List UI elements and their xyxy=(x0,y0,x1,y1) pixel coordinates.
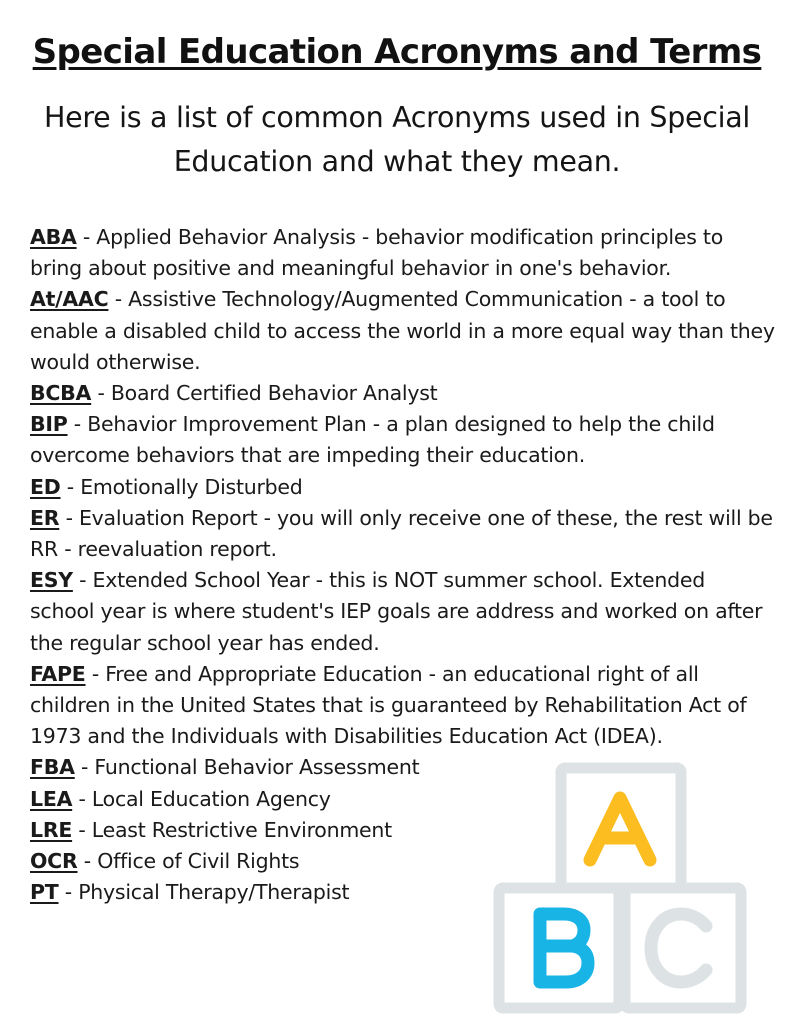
term-acronym: OCR xyxy=(30,849,78,874)
term-definition: - Board Certified Behavior Analyst xyxy=(91,381,438,406)
term-definition: - Least Restrictive Environment xyxy=(72,817,392,842)
abc-blocks-graphic xyxy=(492,762,748,1018)
term-acronym: FAPE xyxy=(30,661,86,686)
term-acronym: ESY xyxy=(30,568,73,593)
block-c-outline xyxy=(625,888,741,1008)
term-acronym: FBA xyxy=(30,755,75,780)
term-definition: - Assistive Technology/Augmented Communication - a tool to enable a disabled child to access the world in a more equal way than they would otherwise. xyxy=(30,287,775,374)
term-item xyxy=(30,472,775,503)
term-item xyxy=(30,222,775,284)
term-definition: - Free and Appropriate Education - an educational right of all children in the United States that is guaranteed by Rehabilitation Act of 1973 and the Individuals with Disabilities Education Act (IDEA). xyxy=(30,661,747,749)
term-definition: - Evaluation Report - you will only receive one of these, the rest will be RR - reevaluation report. xyxy=(30,505,773,562)
letter-a-glyph xyxy=(590,798,650,860)
page-title: Special Education Acronyms and Terms xyxy=(32,32,762,72)
page-subtitle: Here is a list of common Acronyms used in Special Education and what they mean. xyxy=(43,101,751,178)
term-item xyxy=(30,503,775,565)
term-item xyxy=(30,378,775,409)
term-acronym: ER xyxy=(30,505,60,530)
term-acronym: PT xyxy=(30,880,59,905)
term-item xyxy=(30,284,775,378)
term-acronym: BIP xyxy=(30,412,68,437)
term-acronym: ED xyxy=(30,474,61,499)
term-acronym: At/AAC xyxy=(30,287,109,312)
letter-c-glyph xyxy=(651,914,706,982)
term-definition: - Office of Civil Rights xyxy=(77,849,300,874)
block-a-outline xyxy=(561,768,681,888)
abc-blocks-icon xyxy=(492,762,748,1018)
term-definition: - Extended School Year - this is NOT summer school. Extended school year is where student's IEP goals are address and worked on after the regular school year has ended. xyxy=(30,568,763,655)
term-definition: - Local Education Agency xyxy=(72,786,331,811)
term-definition: - Emotionally Disturbed xyxy=(60,474,303,499)
term-acronym: ABA xyxy=(30,225,77,249)
term-acronym: LRE xyxy=(30,817,73,842)
term-definition: - Functional Behavior Assessment xyxy=(74,755,420,780)
term-item xyxy=(30,565,775,659)
term-definition: - Physical Therapy/Therapist xyxy=(58,880,350,905)
term-item xyxy=(30,659,775,753)
term-definition: - Applied Behavior Analysis - behavior modification principles to bring about positive and meaningful behavior in one's behavior. xyxy=(30,225,723,281)
term-item xyxy=(30,409,775,471)
term-definition: - Behavior Improvement Plan - a plan designed to help the child overcome behaviors that are impeding their education. xyxy=(30,412,715,468)
term-acronym: BCBA xyxy=(30,381,92,406)
term-acronym: LEA xyxy=(30,786,73,811)
